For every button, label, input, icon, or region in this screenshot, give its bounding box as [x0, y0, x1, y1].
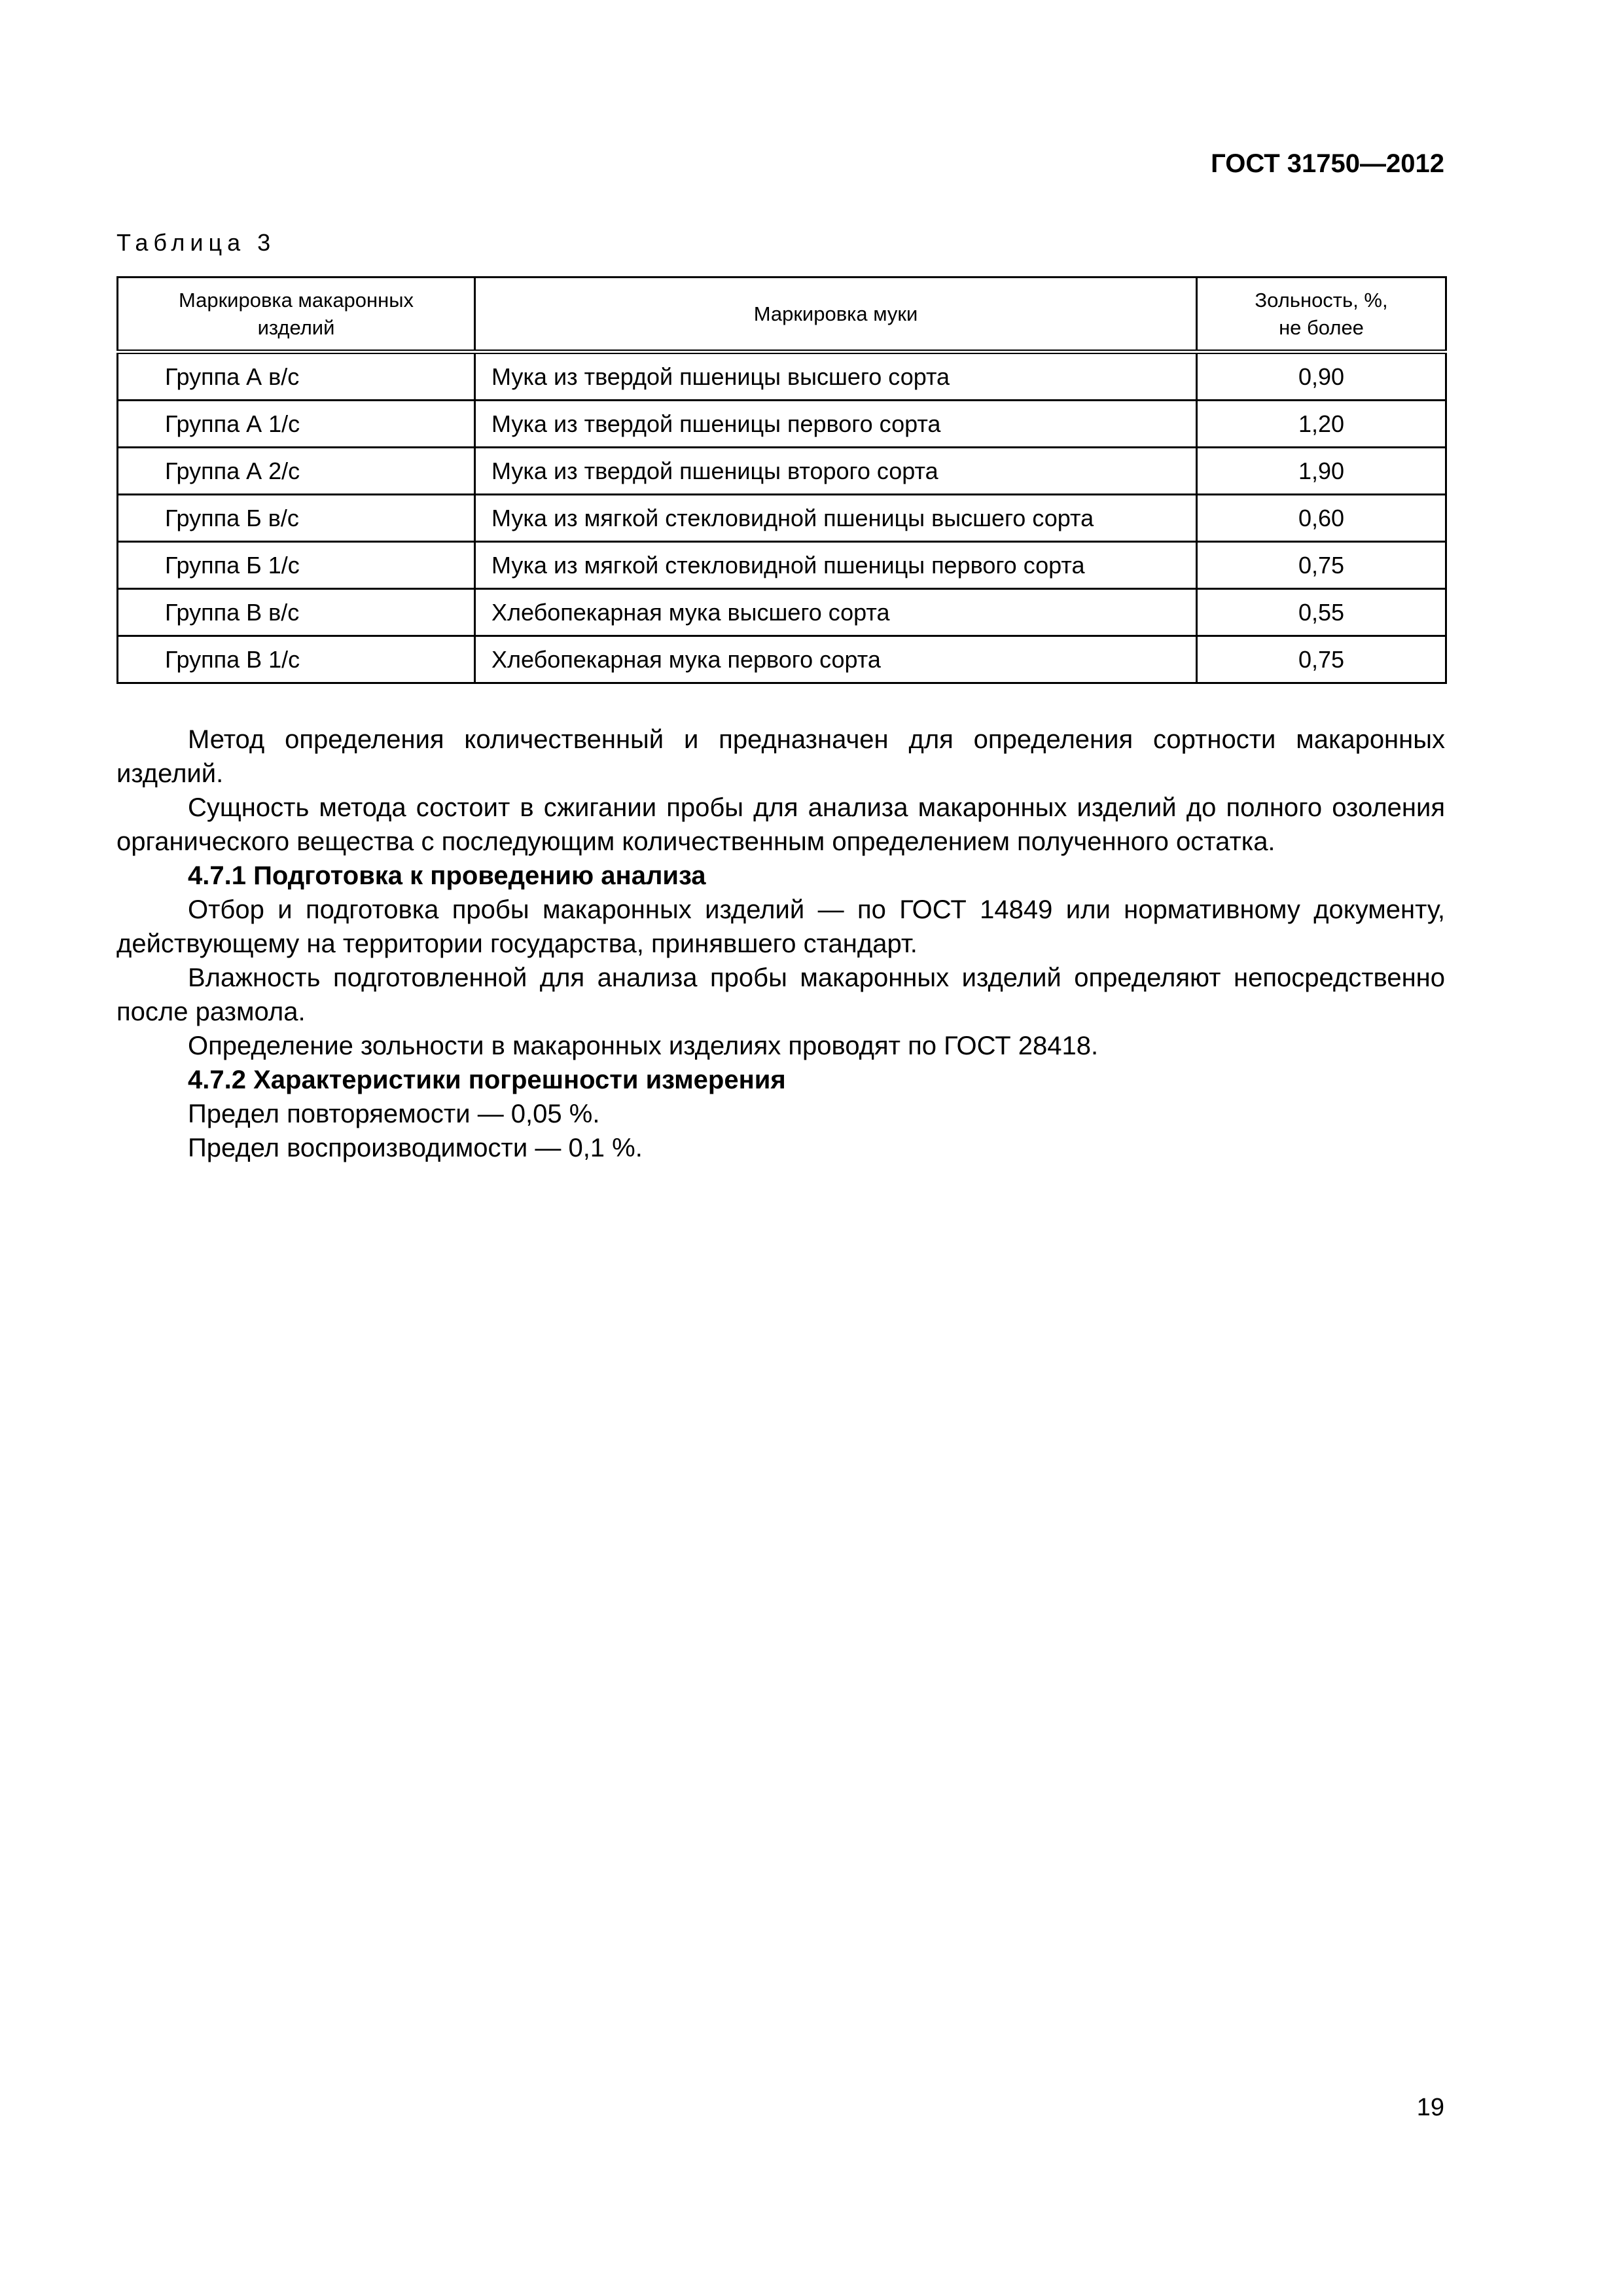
paragraph-reproducibility: Предел воспроизводимости — 0,1 %.: [188, 1134, 643, 1162]
paragraph-method-purpose: Метод определения количественный и предназначен для определения сортности макаронных изделий.: [116, 725, 1445, 788]
cell-flour-marking: Мука из мягкой стекловидной пшеницы высшего сорта: [475, 495, 1197, 542]
cell-ash-value: 0,90: [1197, 352, 1446, 401]
cell-ash-value: 1,20: [1197, 401, 1446, 448]
table-header-row: [118, 278, 1446, 352]
method-description: [116, 723, 1445, 1165]
table-row: [118, 495, 1446, 542]
section-heading-4-7-1: 4.7.1 Подготовка к проведению анализа: [188, 861, 706, 890]
cell-pasta-group: Группа А 1/с: [118, 401, 475, 448]
column-header-line: изделий: [257, 315, 335, 339]
column-header-flour-marking: [475, 278, 1197, 352]
column-header-ash-content: [1197, 278, 1446, 352]
table-row: [118, 542, 1446, 589]
paragraph-sampling: Отбор и подготовка пробы макаронных изделий — по ГОСТ 14849 или нормативному документу, действующему на территории государства, принявшего стандарт.: [116, 895, 1445, 958]
paragraph-ash-determination: Определение зольности в макаронных изделиях проводят по ГОСТ 28418.: [188, 1031, 1099, 1060]
page-number: 19: [1416, 2094, 1444, 2121]
paragraph-method-essence: Сущность метода состоит в сжигании пробы для анализа макаронных изделий до полного озоления органического вещества с последующим количественным определением полученного остатка.: [116, 793, 1445, 856]
cell-flour-marking: Мука из мягкой стекловидной пшеницы первого сорта: [475, 542, 1197, 589]
column-header-line: не более: [1279, 315, 1364, 339]
table-caption: Таблица 3: [116, 229, 276, 256]
cell-ash-value: 0,75: [1197, 636, 1446, 683]
section-heading-4-7-2: 4.7.2 Характеристики погрешности измерения: [188, 1066, 786, 1094]
table-row: [118, 448, 1446, 495]
cell-pasta-group: Группа В в/с: [118, 589, 475, 636]
column-header-pasta-marking: [118, 278, 475, 352]
cell-ash-value: 0,75: [1197, 542, 1446, 589]
cell-pasta-group: Группа В 1/с: [118, 636, 475, 683]
column-header-line: Зольность, %,: [1255, 288, 1388, 312]
table-row: [118, 401, 1446, 448]
cell-pasta-group: Группа А 2/с: [118, 448, 475, 495]
cell-flour-marking: Мука из твердой пшеницы высшего сорта: [475, 352, 1197, 401]
cell-flour-marking: Мука из твердой пшеницы второго сорта: [475, 448, 1197, 495]
cell-pasta-group: Группа Б 1/с: [118, 542, 475, 589]
table-row: [118, 589, 1446, 636]
cell-ash-value: 0,55: [1197, 589, 1446, 636]
cell-ash-value: 1,90: [1197, 448, 1446, 495]
cell-pasta-group: Группа А в/с: [118, 352, 475, 401]
cell-pasta-group: Группа Б в/с: [118, 495, 475, 542]
cell-flour-marking: Хлебопекарная мука первого сорта: [475, 636, 1197, 683]
paragraph-moisture: Влажность подготовленной для анализа пробы макаронных изделий определяют непосредственно после размола.: [116, 963, 1445, 1026]
column-header-line: Маркировка муки: [753, 302, 918, 325]
ash-content-table: [116, 276, 1447, 684]
column-header-line: Маркировка макаронных: [178, 288, 414, 312]
table-row: [118, 636, 1446, 683]
cell-ash-value: 0,60: [1197, 495, 1446, 542]
cell-flour-marking: Мука из твердой пшеницы первого сорта: [475, 401, 1197, 448]
paragraph-repeatability: Предел повторяемости — 0,05 %.: [188, 1100, 600, 1128]
cell-flour-marking: Хлебопекарная мука высшего сорта: [475, 589, 1197, 636]
table-row: [118, 352, 1446, 401]
ash-content-table-container: [116, 276, 1445, 684]
standard-code: ГОСТ 31750—2012: [1211, 149, 1444, 178]
